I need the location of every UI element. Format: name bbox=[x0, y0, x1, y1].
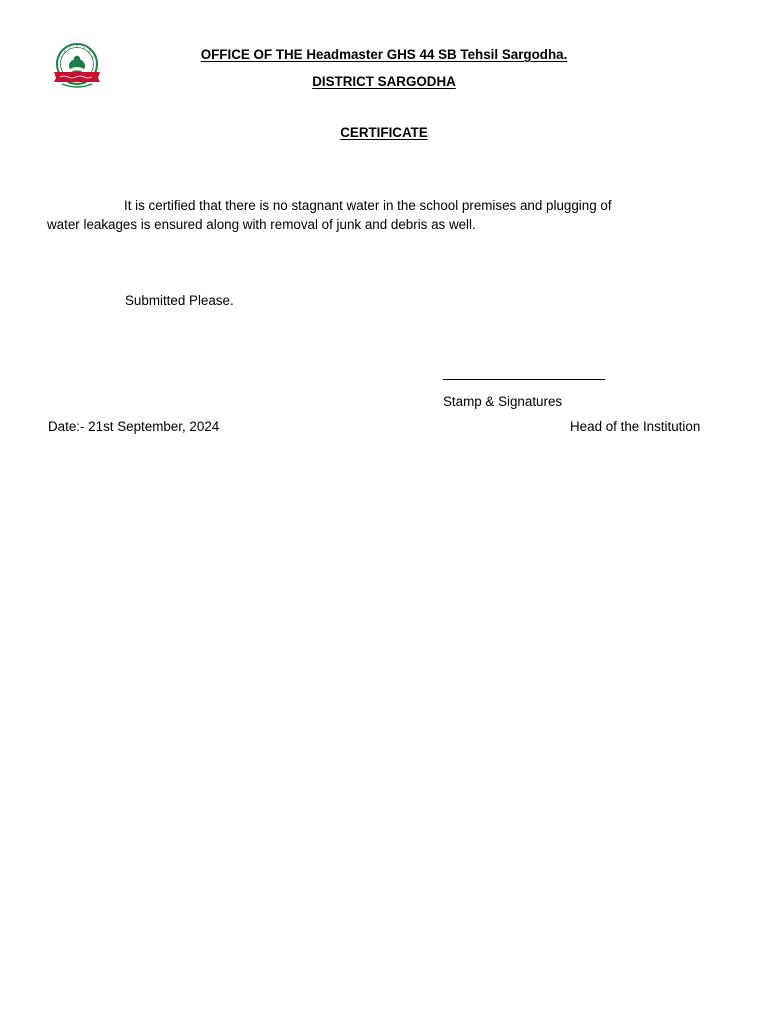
date-line: Date:- 21st September, 2024 bbox=[48, 419, 220, 434]
district-heading-text: DISTRICT SARGODHA bbox=[312, 74, 456, 89]
district-heading bbox=[0, 72, 768, 91]
closing-remark: Submitted Please. bbox=[125, 293, 234, 308]
certificate-title bbox=[0, 123, 768, 142]
stamp-signatures-label: Stamp & Signatures bbox=[443, 394, 563, 409]
certificate-body-line-1: It is certified that there is no stagnant water in the school premises and plugging of bbox=[124, 198, 612, 213]
certificate-body-line-2: water leakages is ensured along with removal of junk and debris as well. bbox=[47, 217, 476, 232]
office-heading-text: OFFICE OF THE Headmaster GHS 44 SB Tehsil Sargodha. bbox=[200, 47, 568, 62]
certificate-title-text: CERTIFICATE bbox=[340, 125, 428, 140]
office-heading bbox=[0, 45, 768, 64]
designation-label: Head of the Institution bbox=[570, 419, 701, 434]
signature-line bbox=[443, 379, 605, 380]
